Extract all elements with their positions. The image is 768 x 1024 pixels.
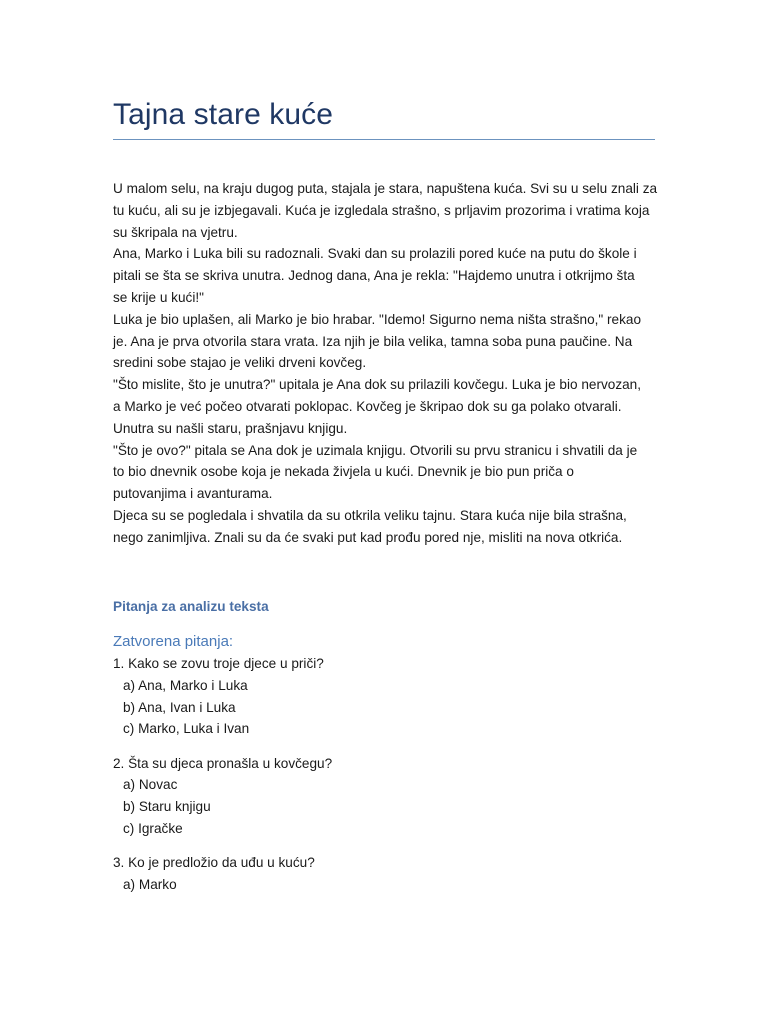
answer-option: c) Igračke xyxy=(123,820,183,836)
answer-option: a) Ana, Marko i Luka xyxy=(123,677,248,693)
story-line: putovanjima i avanturama. xyxy=(113,486,273,502)
question-list xyxy=(113,653,653,908)
story-line: pitali se šta se skriva unutra. Jednog dana, Ana je rekla: "Hajdemo unutra i otkrijmo šta xyxy=(113,268,635,284)
story-line: se krije u kući!" xyxy=(113,289,204,305)
story-line: nego zanimljiva. Znali su da će svaki put kad prođu pored nje, misliti na nova otkrića. xyxy=(113,529,623,545)
story-line: sredini sobe stajao je veliki drveni kovčeg. xyxy=(113,355,367,371)
question-text: 1. Kako se zovu troje djece u priči? xyxy=(113,656,324,671)
story-line: U malom selu, na kraju dugog puta, stajala je stara, napuštena kuća. Svi su u selu znali za xyxy=(113,181,658,196)
story-line: su škripala na vjetru. xyxy=(113,224,238,240)
story-text xyxy=(113,178,661,549)
story-line: tu kuću, ali su je izbjegavali. Kuća je izgledala strašno, s prljavim prozorima i vratima koja xyxy=(113,202,650,218)
question-2 xyxy=(113,753,653,840)
story-line: Djeca su se pogledala i shvatila da su otkrila veliku tajnu. Stara kuća nije bila strašna, xyxy=(113,507,627,523)
question-text: 3. Ko je predložio da uđu u kuću? xyxy=(113,855,315,871)
answer-option: b) Ana, Ivan i Luka xyxy=(123,699,236,715)
story-line: "Što mislite, što je unutra?" upitala je Ana dok su prilazili kovčegu. Luka je bio nervozan, xyxy=(113,377,642,393)
question-3 xyxy=(113,852,653,896)
title-underline xyxy=(113,139,655,140)
story-line: Luka je bio uplašen, ali Marko je bio hrabar. "Idemo! Sigurno nema ništa strašno," rekao xyxy=(113,311,642,327)
story-line: to bio dnevnik osobe koja je nekada živjela u kući. Dnevnik je bio pun priča o xyxy=(113,464,574,480)
closed-questions-heading: Zatvorena pitanja: xyxy=(113,633,234,650)
answer-option: a) Novac xyxy=(123,777,178,793)
question-text: 2. Šta su djeca pronašla u kovčegu? xyxy=(113,755,333,771)
story-line: je. Ana je prva otvorila stara vrata. Iza njih je bila velika, tamna soba puna paučine. Na xyxy=(113,333,633,349)
story-line: a Marko je već počeo otvarati poklopac. Kovčeg je škripao dok su ga polako otvarali. xyxy=(113,398,622,414)
answer-option: a) Marko xyxy=(123,876,177,892)
answer-option: c) Marko, Luka i Ivan xyxy=(123,721,250,737)
story-line: "Što je ovo?" pitala se Ana dok je uzimala knjigu. Otvorili su prvu stranicu i shvatili da je xyxy=(113,442,638,458)
question-1 xyxy=(113,653,653,740)
story-line: Unutra su našli staru, prašnjavu knjigu. xyxy=(113,420,348,436)
document-title: Tajna stare kuće xyxy=(113,98,334,131)
story-line: Ana, Marko i Luka bili su radoznali. Svaki dan su prolazili pored kuće na putu do škole i xyxy=(113,246,637,262)
analysis-heading: Pitanja za analizu teksta xyxy=(113,599,269,614)
answer-option: b) Staru knjigu xyxy=(123,799,211,815)
